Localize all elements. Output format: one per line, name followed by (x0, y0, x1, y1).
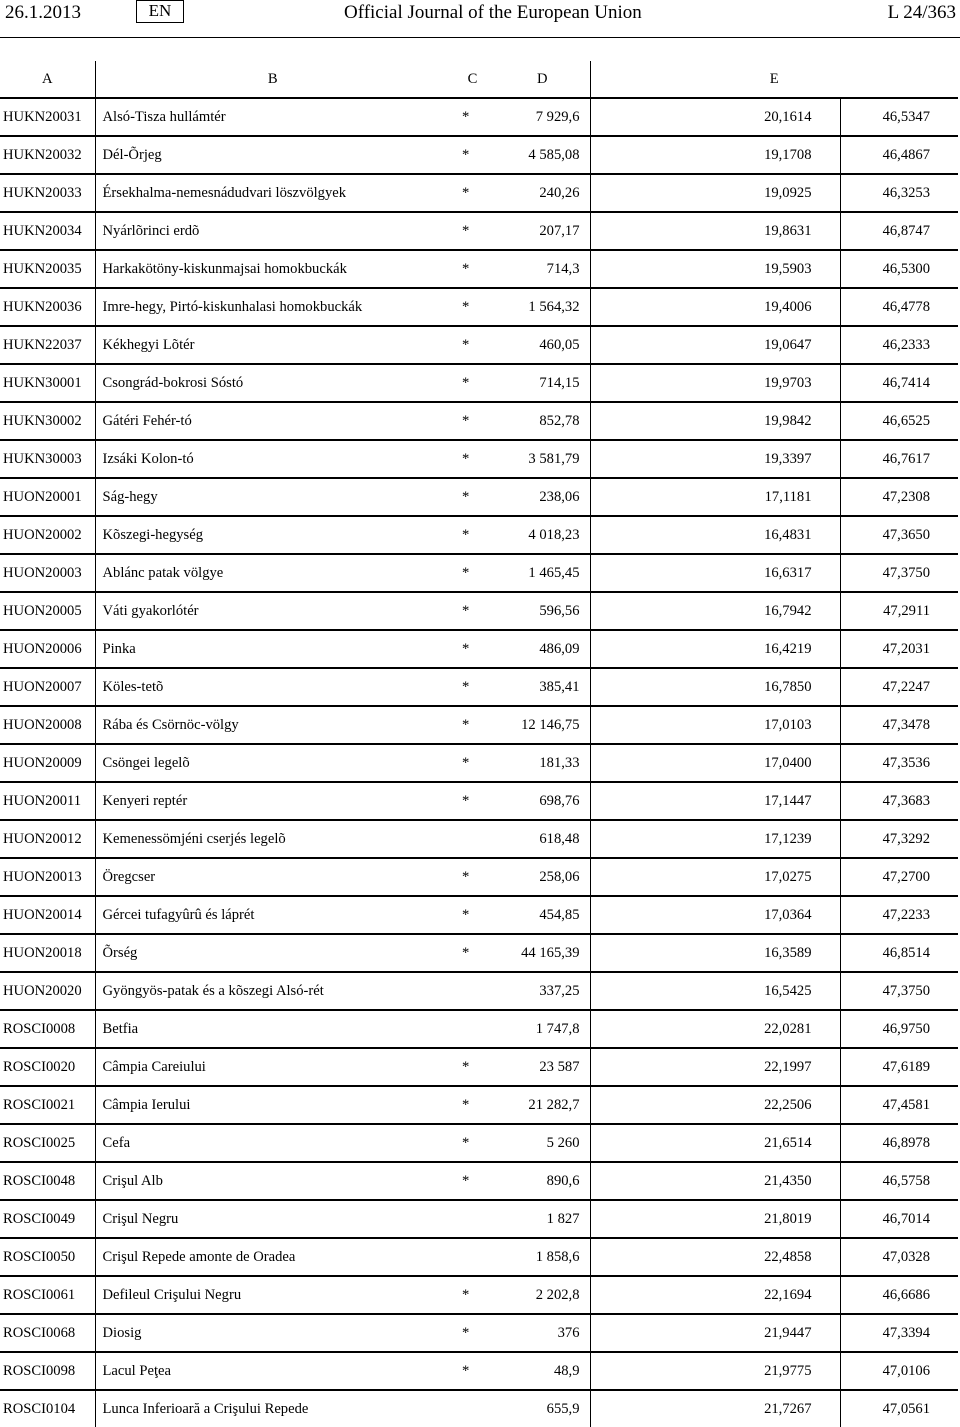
site-longitude: 16,4219 (590, 630, 840, 668)
priority-marker (450, 972, 495, 1010)
priority-marker: * (450, 1124, 495, 1162)
priority-marker: * (450, 288, 495, 326)
priority-marker: * (450, 402, 495, 440)
site-latitude: 46,8978 (840, 1124, 958, 1162)
site-code: ROSCI0068 (0, 1314, 95, 1352)
site-area: 618,48 (495, 820, 590, 858)
priority-marker (450, 1010, 495, 1048)
site-area: 207,17 (495, 212, 590, 250)
site-area: 655,9 (495, 1390, 590, 1427)
site-latitude: 46,8514 (840, 934, 958, 972)
site-code: ROSCI0021 (0, 1086, 95, 1124)
site-longitude: 19,9703 (590, 364, 840, 402)
priority-marker: * (450, 1276, 495, 1314)
site-latitude: 46,5758 (840, 1162, 958, 1200)
priority-marker (450, 1390, 495, 1427)
priority-marker (450, 1200, 495, 1238)
site-latitude: 46,5347 (840, 98, 958, 136)
journal-title: Official Journal of the European Union (344, 2, 642, 23)
table-row (0, 288, 958, 326)
site-area: 454,85 (495, 896, 590, 934)
site-name: Cefa (95, 1124, 450, 1162)
priority-marker: * (450, 782, 495, 820)
site-area: 337,25 (495, 972, 590, 1010)
table-row (0, 820, 958, 858)
table-row (0, 630, 958, 668)
site-code: HUKN20031 (0, 98, 95, 136)
site-latitude: 46,3253 (840, 174, 958, 212)
site-longitude: 19,5903 (590, 250, 840, 288)
site-longitude: 22,2506 (590, 1086, 840, 1124)
table-row (0, 1238, 958, 1276)
language-badge: EN (136, 0, 184, 23)
site-area: 5 260 (495, 1124, 590, 1162)
site-longitude: 16,7942 (590, 592, 840, 630)
site-longitude: 19,0925 (590, 174, 840, 212)
site-code: HUON20005 (0, 592, 95, 630)
site-code: HUON20012 (0, 820, 95, 858)
priority-marker: * (450, 136, 495, 174)
site-code: ROSCI0050 (0, 1238, 95, 1276)
column-header-e: E (590, 61, 958, 98)
site-name: Csongrád-bokrosi Sóstó (95, 364, 450, 402)
site-latitude: 47,2031 (840, 630, 958, 668)
site-area: 714,3 (495, 250, 590, 288)
table-row (0, 250, 958, 288)
site-code: HUKN30003 (0, 440, 95, 478)
site-name: Crişul Alb (95, 1162, 450, 1200)
site-name: Crişul Repede amonte de Oradea (95, 1238, 450, 1276)
priority-marker: * (450, 98, 495, 136)
table-row (0, 706, 958, 744)
site-name: Nyárlõrinci erdõ (95, 212, 450, 250)
table-row (0, 440, 958, 478)
site-longitude: 19,1708 (590, 136, 840, 174)
table-row (0, 1010, 958, 1048)
site-name: Kõszegi-hegység (95, 516, 450, 554)
site-name: Diosig (95, 1314, 450, 1352)
site-code: HUKN20035 (0, 250, 95, 288)
table-row (0, 1352, 958, 1390)
site-area: 1 465,45 (495, 554, 590, 592)
site-area: 48,9 (495, 1352, 590, 1390)
site-name: Câmpia Careiului (95, 1048, 450, 1086)
site-longitude: 17,0275 (590, 858, 840, 896)
priority-marker: * (450, 174, 495, 212)
site-area: 4 585,08 (495, 136, 590, 174)
site-longitude: 19,8631 (590, 212, 840, 250)
site-area: 714,15 (495, 364, 590, 402)
priority-marker: * (450, 858, 495, 896)
priority-marker: * (450, 1162, 495, 1200)
site-code: HUKN20034 (0, 212, 95, 250)
site-name: Rába és Csörnöc-völgy (95, 706, 450, 744)
site-code: HUON20002 (0, 516, 95, 554)
site-latitude: 47,3650 (840, 516, 958, 554)
priority-marker (450, 820, 495, 858)
site-name: Dél-Õrjeg (95, 136, 450, 174)
site-area: 376 (495, 1314, 590, 1352)
site-longitude: 16,5425 (590, 972, 840, 1010)
table-row (0, 212, 958, 250)
site-latitude: 46,5300 (840, 250, 958, 288)
site-longitude: 21,9775 (590, 1352, 840, 1390)
site-name: Köles-tetõ (95, 668, 450, 706)
priority-marker: * (450, 440, 495, 478)
table-row (0, 858, 958, 896)
site-latitude: 47,3292 (840, 820, 958, 858)
priority-marker: * (450, 554, 495, 592)
site-longitude: 16,3589 (590, 934, 840, 972)
site-latitude: 47,0106 (840, 1352, 958, 1390)
table-row (0, 782, 958, 820)
publication-date: 26.1.2013 (5, 2, 81, 23)
table-row (0, 972, 958, 1010)
site-latitude: 47,3478 (840, 706, 958, 744)
site-area: 1 564,32 (495, 288, 590, 326)
site-code: ROSCI0104 (0, 1390, 95, 1427)
site-area: 21 282,7 (495, 1086, 590, 1124)
site-area: 698,76 (495, 782, 590, 820)
site-code: HUON20001 (0, 478, 95, 516)
site-area: 460,05 (495, 326, 590, 364)
site-code: ROSCI0048 (0, 1162, 95, 1200)
site-name: Crişul Negru (95, 1200, 450, 1238)
site-latitude: 46,4778 (840, 288, 958, 326)
site-area: 258,06 (495, 858, 590, 896)
site-area: 486,09 (495, 630, 590, 668)
site-longitude: 19,4006 (590, 288, 840, 326)
site-longitude: 21,7267 (590, 1390, 840, 1427)
site-latitude: 47,0328 (840, 1238, 958, 1276)
site-area: 240,26 (495, 174, 590, 212)
site-name: Pinka (95, 630, 450, 668)
site-latitude: 47,2911 (840, 592, 958, 630)
priority-marker: * (450, 934, 495, 972)
page-header (0, 0, 960, 26)
table-row (0, 1200, 958, 1238)
site-longitude: 17,1239 (590, 820, 840, 858)
site-code: ROSCI0008 (0, 1010, 95, 1048)
site-code: HUON20006 (0, 630, 95, 668)
priority-marker: * (450, 744, 495, 782)
table-row (0, 744, 958, 782)
site-latitude: 46,7414 (840, 364, 958, 402)
site-latitude: 47,2700 (840, 858, 958, 896)
priority-marker: * (450, 1352, 495, 1390)
site-area: 1 858,6 (495, 1238, 590, 1276)
site-longitude: 16,6317 (590, 554, 840, 592)
site-code: HUON20014 (0, 896, 95, 934)
site-longitude: 21,4350 (590, 1162, 840, 1200)
priority-marker: * (450, 1086, 495, 1124)
site-latitude: 47,6189 (840, 1048, 958, 1086)
site-code: HUON20003 (0, 554, 95, 592)
site-area: 12 146,75 (495, 706, 590, 744)
site-area: 23 587 (495, 1048, 590, 1086)
site-area: 890,6 (495, 1162, 590, 1200)
site-latitude: 47,4581 (840, 1086, 958, 1124)
site-longitude: 22,0281 (590, 1010, 840, 1048)
column-header-d: D (495, 61, 590, 98)
site-longitude: 17,0103 (590, 706, 840, 744)
site-latitude: 47,2233 (840, 896, 958, 934)
site-latitude: 46,6686 (840, 1276, 958, 1314)
site-code: HUON20013 (0, 858, 95, 896)
site-code: HUKN20032 (0, 136, 95, 174)
priority-marker: * (450, 896, 495, 934)
site-latitude: 46,6525 (840, 402, 958, 440)
site-longitude: 17,0400 (590, 744, 840, 782)
site-latitude: 46,8747 (840, 212, 958, 250)
priority-marker: * (450, 592, 495, 630)
site-area: 852,78 (495, 402, 590, 440)
table-row (0, 1048, 958, 1086)
site-code: HUON20018 (0, 934, 95, 972)
table-row (0, 174, 958, 212)
table-row (0, 1314, 958, 1352)
site-latitude: 47,0561 (882, 1400, 931, 1417)
site-longitude: 17,0364 (590, 896, 840, 934)
priority-marker: * (450, 516, 495, 554)
site-latitude: 46,7014 (840, 1200, 958, 1238)
priority-marker: * (450, 212, 495, 250)
site-name: Érsekhalma-nemesnádudvari löszvölgyek (95, 174, 450, 212)
site-area: 7 929,6 (495, 98, 590, 136)
priority-marker (450, 1238, 495, 1276)
site-latitude: 46,7617 (840, 440, 958, 478)
table-body (0, 98, 958, 1427)
site-code: ROSCI0020 (0, 1048, 95, 1086)
site-latitude: 47,3683 (840, 782, 958, 820)
site-latitude: 47,3536 (840, 744, 958, 782)
site-latitude: 46,2333 (840, 326, 958, 364)
site-code: HUON20009 (0, 744, 95, 782)
site-latitude: 47,3750 (840, 972, 958, 1010)
site-code: HUKN22037 (0, 326, 95, 364)
site-name: Csöngei legelõ (95, 744, 450, 782)
site-code: HUKN20036 (0, 288, 95, 326)
table-row (0, 1390, 958, 1427)
site-name: Ablánc patak völgye (95, 554, 450, 592)
table-row (0, 364, 958, 402)
site-latitude: 47,2247 (840, 668, 958, 706)
table-row (0, 668, 958, 706)
column-header-b: B (95, 61, 450, 98)
priority-marker: * (450, 250, 495, 288)
site-longitude: 19,3397 (590, 440, 840, 478)
site-longitude: 22,1997 (590, 1048, 840, 1086)
table-row (0, 554, 958, 592)
site-name: Imre-hegy, Pirtó-kiskunhalasi homokbuckák (95, 288, 450, 326)
column-header-c: C (450, 61, 495, 98)
site-table (0, 61, 958, 1427)
site-area: 385,41 (495, 668, 590, 706)
site-code: ROSCI0061 (0, 1276, 95, 1314)
site-longitude: 19,9842 (590, 402, 840, 440)
table-row (0, 934, 958, 972)
site-area: 2 202,8 (495, 1276, 590, 1314)
site-area: 3 581,79 (495, 440, 590, 478)
table-row (0, 592, 958, 630)
table-row (0, 136, 958, 174)
site-code: ROSCI0025 (0, 1124, 95, 1162)
priority-marker: * (450, 478, 495, 516)
site-code: ROSCI0098 (0, 1352, 95, 1390)
header-divider (0, 37, 960, 38)
site-name: Gyöngyös-patak és a kõszegi Alsó-rét (95, 972, 450, 1010)
site-area: 181,33 (495, 744, 590, 782)
table-header-row (0, 61, 958, 98)
site-longitude: 21,8019 (590, 1200, 840, 1238)
site-name: Lacul Peţea (95, 1352, 450, 1390)
site-name: Ság-hegy (95, 478, 450, 516)
site-code: HUON20011 (0, 782, 95, 820)
site-latitude: 47,3750 (840, 554, 958, 592)
site-name: Lunca Inferioară a Crişului Repede (102, 1400, 309, 1417)
site-code: HUKN30001 (0, 364, 95, 402)
site-name: Kékhegyi Lõtér (95, 326, 450, 364)
table-row (0, 1276, 958, 1314)
site-name: Gércei tufagyûrû és láprét (95, 896, 450, 934)
table-row (0, 98, 958, 136)
site-longitude: 17,1181 (590, 478, 840, 516)
site-latitude: 46,4867 (840, 136, 958, 174)
site-latitude: 47,2308 (840, 478, 958, 516)
table-row (0, 326, 958, 364)
priority-marker: * (450, 630, 495, 668)
site-name: Izsáki Kolon-tó (95, 440, 450, 478)
table-row (0, 478, 958, 516)
page-reference: L 24/363 (887, 2, 956, 23)
site-name: Öregcser (95, 858, 450, 896)
site-longitude: 17,1447 (590, 782, 840, 820)
site-name: Váti gyakorlótér (95, 592, 450, 630)
site-name: Betfia (95, 1010, 450, 1048)
site-code: HUON20008 (0, 706, 95, 744)
site-longitude: 22,4858 (590, 1238, 840, 1276)
site-code: HUKN20033 (0, 174, 95, 212)
site-name: Gátéri Fehér-tó (95, 402, 450, 440)
site-longitude: 16,7850 (590, 668, 840, 706)
site-area: 44 165,39 (495, 934, 590, 972)
table-row (0, 1086, 958, 1124)
site-latitude: 47,3394 (840, 1314, 958, 1352)
priority-marker: * (450, 326, 495, 364)
site-name: Alsó-Tisza hullámtér (95, 98, 450, 136)
site-code: ROSCI0049 (0, 1200, 95, 1238)
priority-marker: * (450, 364, 495, 402)
column-header-a: A (0, 61, 95, 98)
site-name: Õrség (95, 934, 450, 972)
site-latitude: 46,9750 (840, 1010, 958, 1048)
priority-marker: * (450, 668, 495, 706)
site-name: Kemenessömjéni cserjés legelõ (95, 820, 450, 858)
site-longitude: 22,1694 (590, 1276, 840, 1314)
site-name: Kenyeri reptér (95, 782, 450, 820)
priority-marker: * (450, 1314, 495, 1352)
priority-marker: * (450, 706, 495, 744)
site-code: HUON20007 (0, 668, 95, 706)
site-longitude: 21,6514 (590, 1124, 840, 1162)
site-code: HUKN30002 (0, 402, 95, 440)
priority-marker: * (450, 1048, 495, 1086)
site-longitude: 16,4831 (590, 516, 840, 554)
table-row (0, 896, 958, 934)
table-row (0, 1124, 958, 1162)
site-area: 1 827 (495, 1200, 590, 1238)
site-name: Harkakötöny-kiskunmajsai homokbuckák (95, 250, 450, 288)
site-code: HUON20020 (0, 972, 95, 1010)
site-area: 596,56 (495, 592, 590, 630)
table-row (0, 402, 958, 440)
site-longitude: 19,0647 (590, 326, 840, 364)
site-name: Defileul Crişului Negru (95, 1276, 450, 1314)
table-row (0, 516, 958, 554)
table-row (0, 1162, 958, 1200)
site-longitude: 20,1614 (590, 98, 840, 136)
site-area: 4 018,23 (495, 516, 590, 554)
site-area: 1 747,8 (495, 1010, 590, 1048)
site-longitude: 21,9447 (590, 1314, 840, 1352)
site-area: 238,06 (495, 478, 590, 516)
site-name: Câmpia Ierului (95, 1086, 450, 1124)
